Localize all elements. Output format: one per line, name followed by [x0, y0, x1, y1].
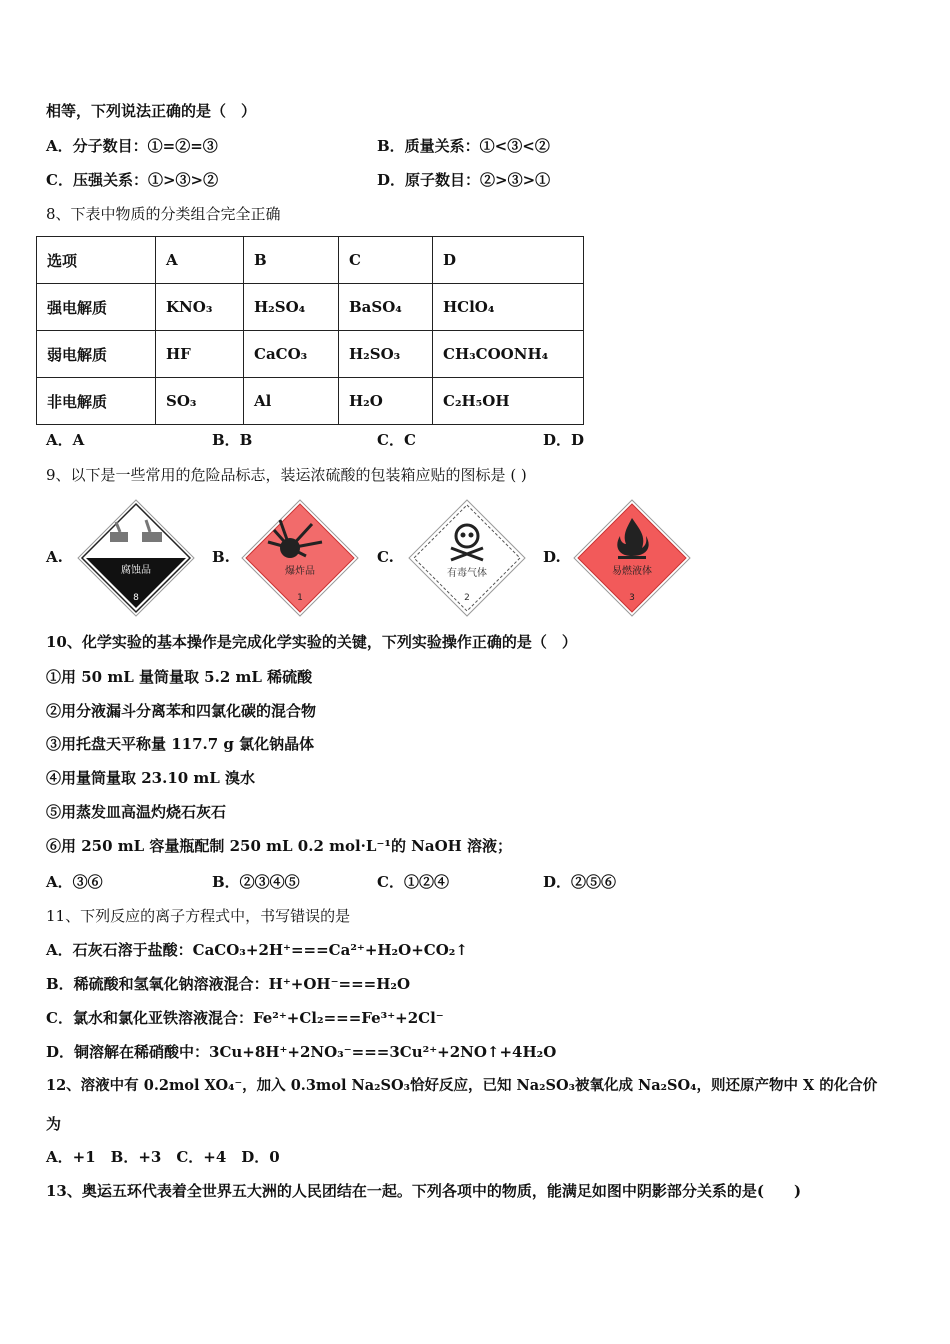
q12-options: A．+1 B．+3 C．+4 D．0 [46, 1148, 280, 1166]
table-header-cell: C [339, 237, 433, 284]
row-label: 弱电解质 [37, 331, 156, 378]
q7-stem: 相等，下列说法正确的是（ ） [46, 102, 257, 120]
q13-stem: 13、奥运五环代表着全世界五大洲的人民团结在一起。下列各项中的物质，能满足如图中阴影部分关系的是( ) [46, 1182, 802, 1200]
sign-c-num: 2 [464, 593, 470, 603]
sign-d-num: 3 [629, 593, 635, 603]
q8-option-d: D．D [543, 431, 585, 449]
q11-stem: 11、下列反应的离子方程式中，书写错误的是 [46, 907, 351, 925]
toxic-gas-sign-icon [407, 498, 527, 618]
q7-option-a: A．分子数目：①=②=③ [46, 137, 218, 155]
q11-option-a: A．石灰石溶于盐酸：CaCO₃+2H⁺===Ca²⁺+H₂O+CO₂↑ [46, 941, 468, 959]
q10-option-c: C．①②④ [377, 873, 449, 891]
table-cell: SO₃ [156, 378, 244, 425]
q10-option-d: D．②⑤⑥ [543, 873, 617, 891]
table-row [37, 378, 584, 425]
flammable-liquid-sign-icon [572, 498, 692, 618]
q11-option-d: D．铜溶解在稀硝酸中：3Cu+8H⁺+2NO₃⁻===3Cu²⁺+2NO↑+4H₂O [46, 1043, 557, 1061]
table-header-cell: A [156, 237, 244, 284]
table-row [37, 284, 584, 331]
row-label: 强电解质 [37, 284, 156, 331]
sign-d-name: 易燃液体 [612, 566, 652, 577]
q9-stem-text: 9、以下是一些常用的危险品标志，装运浓硫酸的包装箱应贴的图标是 ( ) [46, 466, 527, 484]
q10-item-4: ④用量筒量取 23.10 mL 溴水 [46, 769, 256, 787]
sign-b-num: 1 [297, 593, 303, 603]
sign-b-letter: B. [212, 548, 230, 566]
sign-c-letter: C. [377, 548, 394, 566]
sign-b-name: 爆炸品 [285, 566, 315, 577]
q7-option-c: C．压强关系：①>③>② [46, 171, 219, 189]
table-header-row [37, 237, 584, 284]
table-header-cell: 选项 [37, 237, 156, 284]
q10-option-a: A．③⑥ [46, 873, 103, 891]
q11-option-b: B．稀硫酸和氢氧化钠溶液混合：H⁺+OH⁻===H₂O [46, 975, 411, 993]
table-cell: CH₃COONH₄ [433, 331, 584, 378]
table-cell: HClO₄ [433, 284, 584, 331]
q9-stem [46, 465, 527, 485]
table-cell: HF [156, 331, 244, 378]
table-cell: CaCO₃ [244, 331, 339, 378]
q8-option-c: C．C [377, 431, 416, 449]
q11-option-c: C．氯水和氯化亚铁溶液混合：Fe²⁺+Cl₂===Fe³⁺+2Cl⁻ [46, 1009, 444, 1027]
table-cell: BaSO₄ [339, 284, 433, 331]
explosive-sign-icon [240, 498, 360, 618]
q7-option-b: B．质量关系：①<③<② [377, 137, 550, 155]
q10-item-6: ⑥用 250 mL 容量瓶配制 250 mL 0.2 mol·L⁻¹的 NaOH 溶液； [46, 837, 513, 855]
q10-item-3: ③用托盘天平称量 117.7 g 氯化钠晶体 [46, 735, 315, 753]
q8-option-a: A．A [46, 431, 85, 449]
table-row [37, 331, 584, 378]
q7-option-d: D．原子数目：②>③>① [377, 171, 551, 189]
q10-item-1: ①用 50 mL 量筒量取 5.2 mL 稀硫酸 [46, 668, 313, 686]
table-cell: H₂SO₃ [339, 331, 433, 378]
q8-stem: 8、下表中物质的分类组合完全正确 [46, 205, 281, 223]
row-label: 非电解质 [37, 378, 156, 425]
table-cell: H₂O [339, 378, 433, 425]
corrosive-sign-icon [76, 498, 196, 618]
table-header-cell: B [244, 237, 339, 284]
sign-a-num: 8 [133, 593, 139, 603]
classification-table [36, 236, 584, 425]
sign-a-letter: A. [46, 548, 63, 566]
table-cell: KNO₃ [156, 284, 244, 331]
table-cell: H₂SO₄ [244, 284, 339, 331]
sign-a-name: 腐蚀品 [121, 565, 151, 576]
q12-stem-line1: 12、溶液中有 0.2mol XO₄⁻，加入 0.3mol Na₂SO₃恰好反应，已知 Na₂SO₃被氧化成 Na₂SO₄，则还原产物中 X 的化合价 [46, 1077, 878, 1094]
q10-option-b: B．②③④⑤ [212, 873, 300, 891]
sign-c-name: 有毒气体 [447, 568, 487, 579]
table-header-cell: D [433, 237, 584, 284]
table-cell: Al [244, 378, 339, 425]
q10-stem: 10、化学实验的基本操作是完成化学实验的关键，下列实验操作正确的是（ ） [46, 633, 577, 651]
q8-option-b: B．B [212, 431, 253, 449]
q10-item-2: ②用分液漏斗分离苯和四氯化碳的混合物 [46, 702, 317, 720]
sign-d-letter: D. [543, 548, 561, 566]
q12-stem-line2: 为 [46, 1115, 62, 1133]
q10-item-5: ⑤用蒸发皿高温灼烧石灰石 [46, 803, 227, 821]
table-cell: C₂H₅OH [433, 378, 584, 425]
